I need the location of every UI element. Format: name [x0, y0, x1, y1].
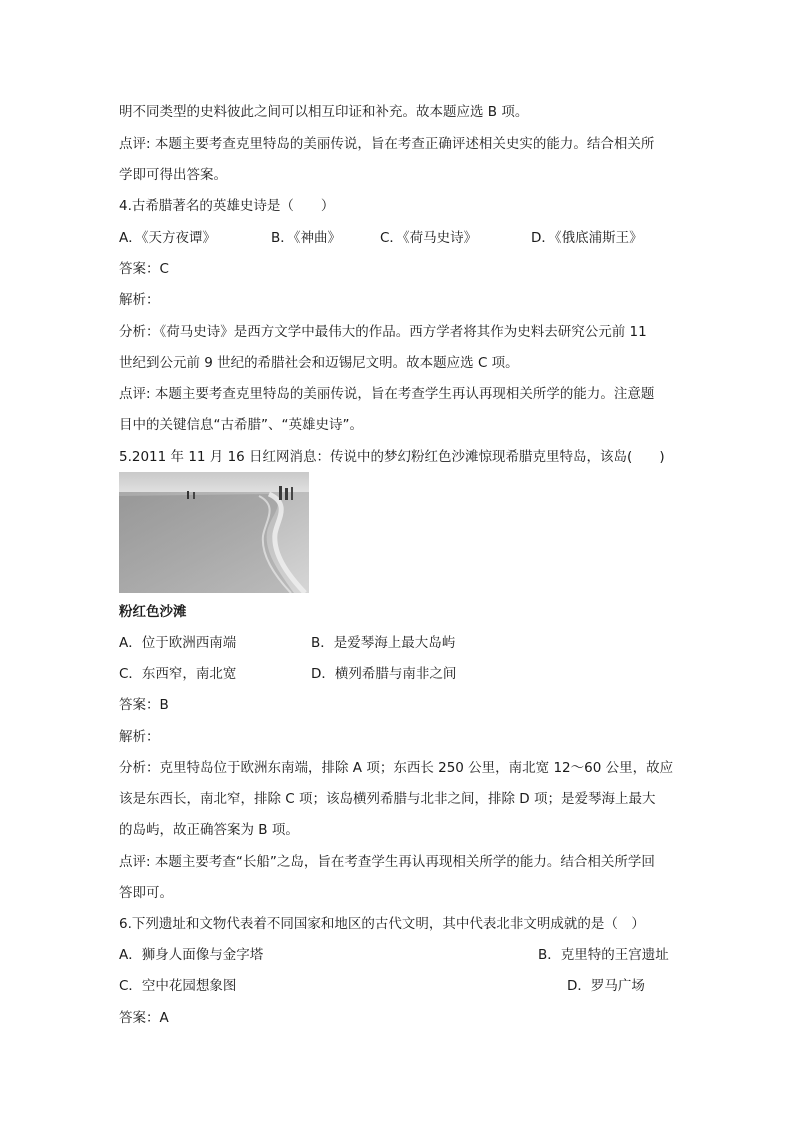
q4-option-a: A．《天方夜谭》: [119, 230, 216, 246]
q4-analysis-text: 世纪到公元前 9 世纪的希腊社会和迈锡尼文明。故本题应选 C 项。: [119, 355, 519, 371]
continuation-text: 明不同类型的史料彼此之间可以相互印证和补充。故本题应选 B 项。: [119, 104, 529, 120]
question-5-stem: 5.2011 年 11 月 16 日红网消息：传说中的梦幻粉红色沙滩惊现希腊克里特岛，该岛( ): [119, 449, 665, 465]
q5-analysis-text: 该是东西长，南北窄，排除 C 项；该岛横列希腊与北非之间，排除 D 项；是爱琴海上最大: [119, 791, 656, 807]
q5-analysis-label: 解析：: [119, 729, 160, 745]
q5-comment-text: 点评: 本题主要考查“长船”之岛，旨在考查学生再认再现相关所学的能力。结合相关所学回: [119, 854, 655, 870]
pink-beach-photo: [119, 472, 309, 593]
q6-option-b: B．克里特的王宫遗址: [538, 947, 669, 963]
q4-option-b: B．《神曲》: [271, 230, 342, 246]
q5-option-d: D．横列希腊与南非之间: [311, 666, 457, 682]
q5-analysis-text: 分析：克里特岛位于欧洲东南端，排除 A 项；东西长 250 公里，南北宽 12～60 公里，故应: [119, 760, 674, 776]
q6-option-a: A．狮身人面像与金字塔: [119, 947, 264, 963]
q4-answer: 答案：C: [119, 261, 169, 277]
q4-analysis-text: 分析：《荷马史诗》是西方文学中最伟大的作品。西方学者将其作为史料去研究公元前 11: [119, 324, 647, 340]
q4-option-c: C．《荷马史诗》: [380, 230, 478, 246]
q6-option-c: C．空中花园想象图: [119, 978, 237, 994]
photo-caption: 粉红色沙滩: [119, 604, 187, 620]
q4-option-d: D．《俄底浦斯王》: [531, 230, 643, 246]
q5-answer: 答案：B: [119, 697, 169, 713]
q5-option-a: A．位于欧洲西南端: [119, 635, 237, 651]
q6-answer: 答案：A: [119, 1010, 169, 1026]
q4-analysis-label: 解析：: [119, 292, 160, 308]
q4-comment-text: 点评: 本题主要考查克里特岛的美丽传说，旨在考查学生再认再现相关所学的能力。注意题: [119, 386, 655, 402]
q4-comment-text: 目中的关键信息“古希腊”、“英雄史诗”。: [119, 417, 363, 433]
comment-text: 点评: 本题主要考查克里特岛的美丽传说，旨在考查正确评述相关史实的能力。结合相关所: [119, 136, 655, 152]
q6-option-d: D．罗马广场: [567, 978, 645, 994]
q5-option-c: C．东西窄，南北宽: [119, 666, 237, 682]
q5-comment-text: 答即可。: [119, 885, 173, 901]
comment-text: 学即可得出答案。: [119, 167, 227, 183]
question-6-stem: 6.下列遗址和文物代表着不同国家和地区的古代文明，其中代表北非文明成就的是（ ）: [119, 916, 645, 932]
q5-option-b: B．是爱琴海上最大岛屿: [311, 635, 456, 651]
question-4-stem: 4.古希腊著名的英雄史诗是（ ）: [119, 198, 335, 214]
q5-analysis-text: 的岛屿，故正确答案为 B 项。: [119, 822, 299, 838]
